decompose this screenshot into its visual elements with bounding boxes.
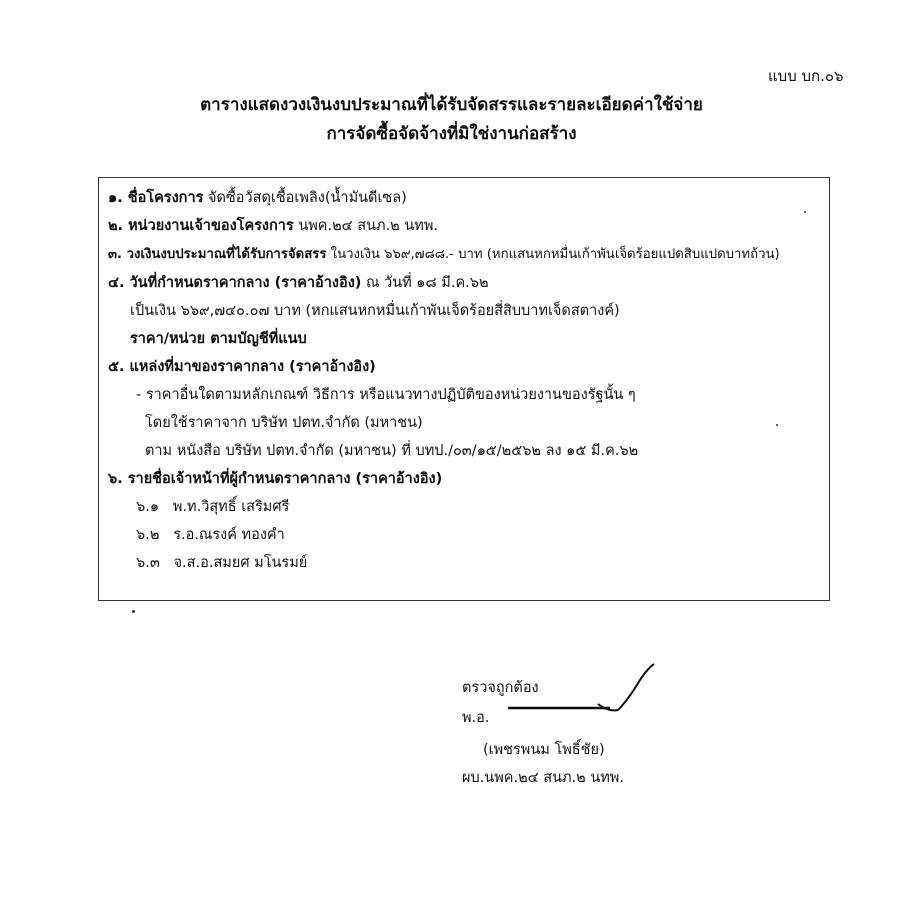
official-name: จ.ส.อ.สมยศ มโนรมย์ [173, 555, 308, 571]
item-reference-amount: เป็นเงิน ๖๖๙,๗๔๐.๐๗ บาท (หกแสนหกหมื่นเก้าพันเจ็ดร้อยสี่สิบบาทเจ็ดสตางค์) [130, 303, 620, 319]
item-price-source-label: ๕. แหล่งที่มาของราคากลาง (ราคาอ้างอิง) [108, 359, 376, 375]
item-label: ๑. ชื่อโครงการ [108, 190, 204, 206]
item-owner-unit [108, 214, 438, 237]
official-name: ร.อ.ณรงค์ ทองคำ [173, 527, 285, 543]
page-title: ตารางแสดงวงเงินงบประมาณที่ได้รับจัดสรรและรายละเอียดค่าใช้จ่าย [200, 95, 703, 115]
item-price-source-line: - ราคาอื่นใดตามหลักเกณฑ์ วิธีการ หรือแนวทางปฏิบัติของหน่วยงานของรัฐนั้น ๆ [136, 387, 636, 403]
official-number: ๖.๑ [136, 499, 160, 515]
scan-speck [776, 424, 778, 426]
item-value: จัดซื้อวัสดุเชื้อเพลิง(น้ำมันดีเซล) [208, 190, 407, 206]
page-subtitle: การจัดซื้อจัดจ้างที่มิใช่งานก่อสร้าง [326, 124, 577, 144]
item-unit-price-note: ราคา/หน่วย ตามบัญชีที่แนบ [130, 331, 307, 347]
signature-mark [500, 660, 665, 720]
item-value: นพค.๒๔ สนภ.๒ นทพ. [298, 218, 438, 234]
item-price-source-line: โดยใช้ราคาจาก บริษัท ปตท.จำกัด (มหาชน) [145, 415, 423, 431]
signature-rank: พ.อ. [462, 710, 490, 726]
official-number: ๖.๒ [136, 527, 160, 543]
item-value: ณ วันที่ ๑๘ มี.ค.๖๒ [366, 275, 489, 291]
official-number: ๖.๓ [136, 555, 160, 571]
official-row [136, 551, 307, 574]
item-project-name [108, 186, 407, 209]
official-name: พ.ท.วิสุทธิ์ เสริมศรี [172, 499, 290, 515]
official-row [136, 495, 289, 518]
certify-text: ตรวจถูกต้อง [462, 680, 539, 696]
item-label: ๒. หน่วยงานเจ้าของโครงการ [108, 218, 294, 234]
item-officials-label: ๖. รายชื่อเจ้าหน้าที่ผู้กำหนดราคากลาง (ราคาอ้างอิง) [108, 471, 443, 487]
item-label: ๓. วงเงินงบประมาณที่ได้รับการจัดสรร [108, 247, 327, 262]
scan-speck [804, 211, 806, 213]
form-code: แบบ บก.๐๖ [768, 67, 844, 85]
signatory-name: (เพชรพนม โพธิ์ชัย) [483, 742, 605, 758]
item-reference-date [108, 271, 489, 294]
item-price-source-line: ตาม หนังสือ บริษัท ปตท.จำกัด (มหาชน) ที่ บทป./๐๓/๑๕/๒๕๖๒ ลง ๑๕ มี.ค.๖๒ [145, 443, 639, 459]
scan-speck [132, 610, 135, 613]
item-value: ในวงเงิน ๖๖๙,๗๘๘.- บาท (หกแสนหกหมื่นเก้าพันเจ็ดร้อยแปดสิบแปดบาทถ้วน) [330, 247, 780, 262]
item-label: ๔. วันที่กำหนดราคากลาง (ราคาอ้างอิง) [108, 275, 362, 291]
signatory-position: ผบ.นพค.๒๔ สนภ.๒ นทพ. [462, 770, 624, 786]
item-budget [108, 243, 780, 264]
official-row [136, 523, 285, 546]
